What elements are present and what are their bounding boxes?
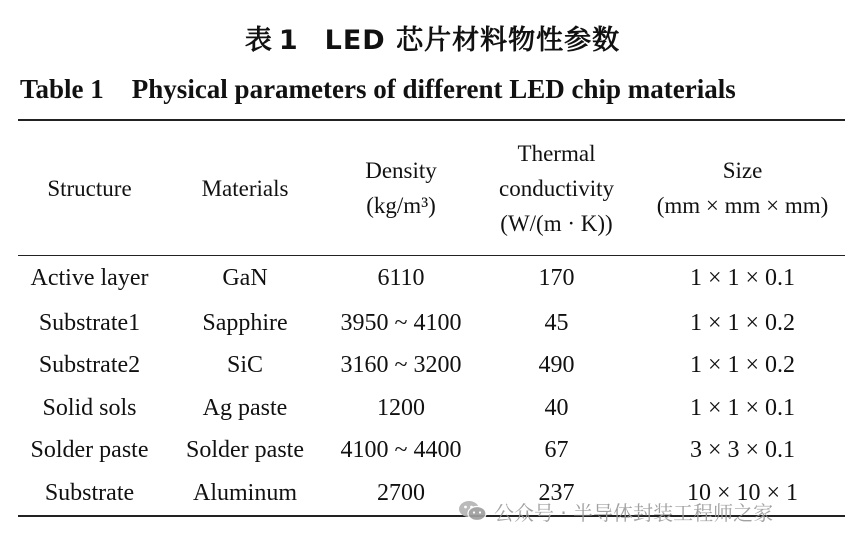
cell-size: 1 × 1 × 0.1: [689, 394, 796, 421]
title-english-label: Table 1: [20, 74, 104, 104]
cell-material: SiC: [226, 352, 264, 379]
cell-structure: Substrate1: [38, 309, 141, 336]
header-thermal-conductivity: [473, 121, 640, 255]
cell-density: 4100 ~ 4400: [340, 437, 462, 464]
header-line: Density: [365, 158, 437, 183]
wechat-logo-icon: [458, 499, 488, 523]
title-chinese: [0, 18, 865, 57]
header-density: [329, 121, 473, 255]
cell-size: 1 × 1 × 0.1: [689, 265, 796, 291]
cell-thermal-conductivity: 45: [544, 309, 569, 336]
header-line: conductivity: [499, 175, 614, 201]
cell-thermal-conductivity: 490: [538, 352, 575, 379]
cell-size: 10 × 10 × 1: [686, 479, 799, 506]
header-line: (kg/m³): [366, 193, 436, 218]
cell-structure: Substrate2: [38, 352, 141, 379]
cell-material: Sapphire: [202, 309, 288, 336]
cell-structure: Substrate: [44, 479, 135, 506]
cell-structure: Solder paste: [30, 437, 149, 464]
title-english-text: Physical parameters of different LED chip materials: [131, 74, 736, 104]
header-materials: [161, 121, 329, 255]
cell-structure: Active layer: [30, 265, 149, 291]
cell-thermal-conductivity: 170: [538, 265, 575, 291]
header-line: Size: [722, 158, 763, 183]
cell-material: Ag paste: [202, 394, 288, 421]
cell-size: 1 × 1 × 0.2: [689, 352, 796, 379]
cell-thermal-conductivity: 67: [544, 437, 569, 464]
cell-density: 3950 ~ 4100: [340, 309, 462, 336]
cell-density: 6110: [377, 265, 425, 291]
header-line: Structure: [47, 175, 132, 201]
table-row: [18, 345, 845, 388]
watermark-text: 公众号 · 半导体封装工程师之家: [494, 500, 774, 525]
title-chinese-text: LED 芯片材料物性参数: [324, 25, 621, 56]
cell-material: GaN: [222, 265, 268, 291]
cell-material: Solder paste: [186, 437, 304, 464]
table-row: [18, 302, 845, 345]
title-chinese-number: 1: [278, 25, 299, 56]
cell-thermal-conductivity: 40: [544, 394, 569, 421]
header-line: (W/(m · K)): [500, 210, 613, 236]
title-chinese-prefix: 表: [244, 25, 273, 56]
table-row: [18, 255, 845, 302]
cell-density: 3160 ~ 3200: [340, 352, 462, 379]
cell-density: 2700: [377, 479, 425, 506]
header-line: (mm × mm × mm): [656, 193, 829, 218]
table-body: [18, 255, 845, 515]
watermark: [458, 495, 773, 527]
cell-size: 3 × 3 × 0.1: [689, 437, 796, 464]
header-structure: [18, 121, 161, 255]
parameters-table: [18, 121, 845, 515]
cell-structure: Solid sols: [42, 394, 137, 421]
header-size: [640, 121, 845, 255]
table-row: [18, 430, 845, 473]
cell-size: 1 × 1 × 0.2: [689, 309, 796, 336]
table-row: [18, 387, 845, 430]
cell-thermal-conductivity: 237: [538, 479, 575, 506]
cell-material: Aluminum: [192, 479, 297, 506]
table-header-row: [18, 121, 845, 255]
header-line: Thermal: [517, 140, 596, 166]
header-line: Materials: [201, 175, 289, 201]
cell-density: 1200: [377, 394, 425, 421]
title-english: [20, 74, 845, 105]
